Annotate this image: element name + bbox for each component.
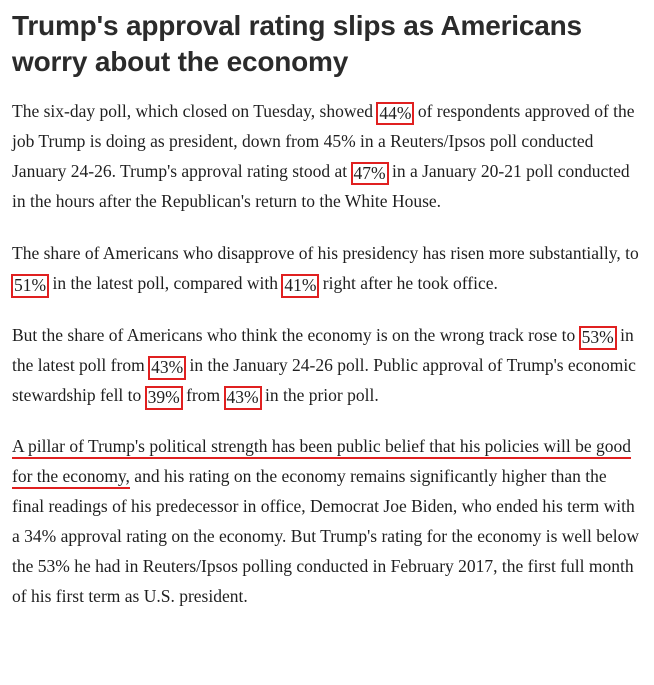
article-paragraph-1 [12, 96, 642, 216]
body-text: in the January 24-26 poll. Public approval of Trump's economic stewardship fell to [12, 355, 636, 406]
body-text: in the latest poll, compared with [48, 273, 283, 294]
highlighted-figure: 47% [351, 162, 389, 186]
article-paragraph-2 [12, 238, 642, 298]
body-text: and his rating on the economy remains significantly higher than the final readings of his predecessor in office, Democrat Joe Biden, who ended his term with a 34% approval rating on the economy. But Trump's rating for the economy is well below the 53% he had in Reuters/Ipsos polling conducted in February 2017, the first full month of his first term as U.S. president. [12, 465, 640, 606]
page-title: Trump's approval rating slips as Americans worry about the economy [12, 10, 582, 77]
article-paragraph-4 [12, 431, 642, 612]
highlighted-figure: 41% [281, 274, 319, 298]
highlighted-figure: 39% [145, 386, 183, 410]
body-text: The six-day poll, which closed on Tuesday, showed [12, 100, 378, 121]
highlighted-figure: 43% [148, 356, 186, 380]
highlighted-figure: 44% [376, 102, 414, 126]
body-text: The share of Americans who disapprove of his presidency has risen more substantially, to [12, 243, 639, 264]
body-text: in the prior poll. [260, 385, 379, 406]
body-text: right after he took office. [318, 273, 498, 294]
highlighted-figure: 43% [224, 386, 262, 410]
article-paragraph-3 [12, 320, 642, 410]
underlined-sentence: A pillar of Trump's political strength has been public belief that his policies will be good for the economy, [12, 436, 631, 489]
body-text: in a January 20-21 poll conducted in the hours after the Republican's return to the White House. [12, 160, 630, 211]
highlighted-figure: 53% [579, 326, 617, 350]
body-text: of respondents approved of the job Trump is doing as president, down from 45% in a Reuters/Ipsos poll conducted January 24-26. Trump's approval rating stood at [12, 100, 635, 181]
body-text: But the share of Americans who think the economy is on the wrong track rose to [12, 325, 580, 346]
highlighted-figure: 51% [11, 274, 49, 298]
body-text: in the latest poll from [12, 325, 634, 376]
body-text: from [181, 385, 225, 406]
